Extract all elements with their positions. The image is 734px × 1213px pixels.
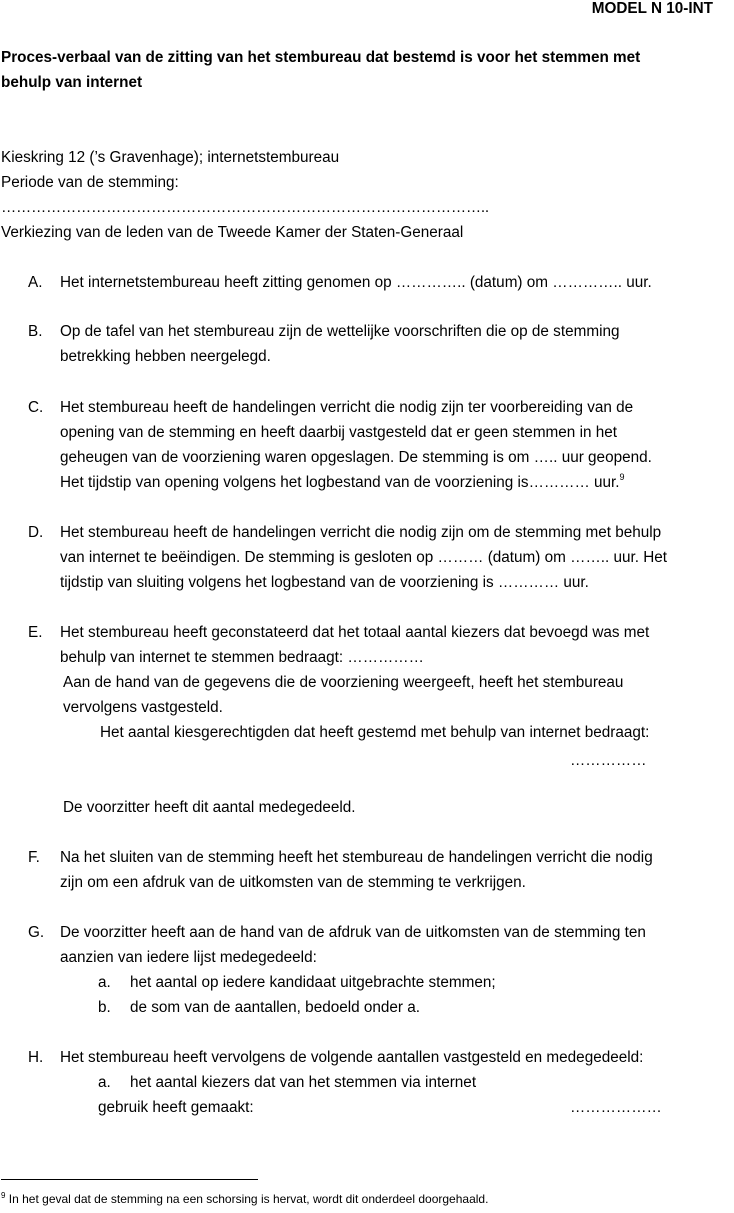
section-a-line-1: Het internetstembureau heeft zitting genomen op ………….. (datum) om ………….. uur. xyxy=(60,274,652,291)
section-f-line-1: Na het sluiten van de stemming heeft het stembureau de handelingen verricht die nodig xyxy=(60,849,653,866)
periode-label: Periode van de stemming: xyxy=(1,174,179,191)
voters-count-field[interactable]: …………… xyxy=(570,752,647,769)
title-line-1: Proces-verbaal van de zitting van het stembureau dat bestemd is voor het stemmen met xyxy=(1,49,641,66)
section-f-letter: F. xyxy=(28,849,40,866)
footnote-ref[interactable]: 9 xyxy=(619,472,625,482)
section-b-letter: B. xyxy=(28,323,43,340)
section-e-para3: Het aantal kiesgerechtigden dat heeft gestemd met behulp van internet bedraagt: xyxy=(100,724,650,741)
kieskring-line: Kieskring 12 (’s Gravenhage); internetstembureau xyxy=(1,149,340,166)
section-f-line-2: zijn om een afdruk van de uitkomsten van de stemming te verkrijgen. xyxy=(60,874,526,891)
section-a-letter: A. xyxy=(28,274,43,291)
footnote-divider xyxy=(1,1179,258,1180)
section-e-para4: De voorzitter heeft dit aantal medegedeeld. xyxy=(63,799,356,816)
section-d-line-1: Het stembureau heeft de handelingen verricht die nodig zijn om de stemming met behulp xyxy=(60,524,662,541)
section-e-para2-line-1: Aan de hand van de gegevens die de voorziening weergeeft, heeft het stembureau xyxy=(63,674,624,691)
internet-voters-field[interactable]: ……………… xyxy=(570,1099,662,1116)
section-g-sub-a-letter: a. xyxy=(98,974,111,991)
section-e-line-1: Het stembureau heeft geconstateerd dat het totaal aantal kiezers dat bevoegd was met xyxy=(60,624,650,641)
section-c-line-4 xyxy=(60,470,625,495)
section-c-line-3: geheugen van de voorziening waren opgeslagen. De stemming is om ….. uur geopend. xyxy=(60,449,652,466)
verkiezing-line: Verkiezing van de leden van de Tweede Kamer der Staten-Generaal xyxy=(1,224,464,241)
footnote-number: 9 xyxy=(1,1191,6,1200)
section-h-sub-a-text-2: gebruik heeft gemaakt: xyxy=(98,1099,254,1116)
model-label: MODEL N 10-INT xyxy=(591,0,713,17)
section-h-letter: H. xyxy=(28,1049,44,1066)
section-e-letter: E. xyxy=(28,624,43,641)
section-b-line-1: Op de tafel van het stembureau zijn de wettelijke voorschriften die op de stemming xyxy=(60,323,620,340)
section-h-line-1: Het stembureau heeft vervolgens de volgende aantallen vastgesteld en medegedeeld: xyxy=(60,1049,644,1066)
section-g-letter: G. xyxy=(28,924,45,941)
section-e-para2-line-2: vervolgens vastgesteld. xyxy=(63,699,223,716)
document-title xyxy=(1,45,731,95)
section-g-line-2: aanzien van iedere lijst medegedeeld: xyxy=(60,949,317,966)
section-b-line-2: betrekking hebben neergelegd. xyxy=(60,348,271,365)
section-h-sub-a-text: het aantal kiezers dat van het stemmen via internet xyxy=(130,1074,477,1091)
section-c-letter: C. xyxy=(28,399,44,416)
title-line-2: behulp van internet xyxy=(1,74,143,91)
section-d-letter: D. xyxy=(28,524,44,541)
section-c-line-4-text: Het tijdstip van opening volgens het logbestand van de voorziening is………… uur. xyxy=(60,474,620,491)
section-d-line-3: tijdstip van sluiting volgens het logbestand van de voorziening is ………… uur. xyxy=(60,574,589,591)
section-h-sub-a-letter: a. xyxy=(98,1074,111,1091)
section-c-line-1: Het stembureau heeft de handelingen verricht die nodig zijn ter voorbereiding van de xyxy=(60,399,634,416)
section-e-line-2: behulp van internet te stemmen bedraagt: …………… xyxy=(60,649,424,666)
section-d-line-2: van internet te beëindigen. De stemming is gesloten op ……… (datum) om …….. uur. Het xyxy=(60,549,668,566)
section-g-sub-a-text: het aantal op iedere kandidaat uitgebrachte stemmen; xyxy=(130,974,496,991)
section-c-line-2: opening van de stemming en heeft daarbij vastgesteld dat er geen stemmen in het xyxy=(60,424,617,441)
section-g-sub-b-letter: b. xyxy=(98,999,111,1016)
footnote xyxy=(1,1191,488,1207)
periode-value-field[interactable]: …………………………………………………………………………………….. xyxy=(1,199,489,216)
footnote-text: In het geval dat de stemming na een schorsing is hervat, wordt dit onderdeel doorgehaald. xyxy=(5,1192,489,1206)
section-g-sub-b-text: de som van de aantallen, bedoeld onder a. xyxy=(130,999,421,1016)
section-g-line-1: De voorzitter heeft aan de hand van de afdruk van de uitkomsten van de stemming ten xyxy=(60,924,646,941)
